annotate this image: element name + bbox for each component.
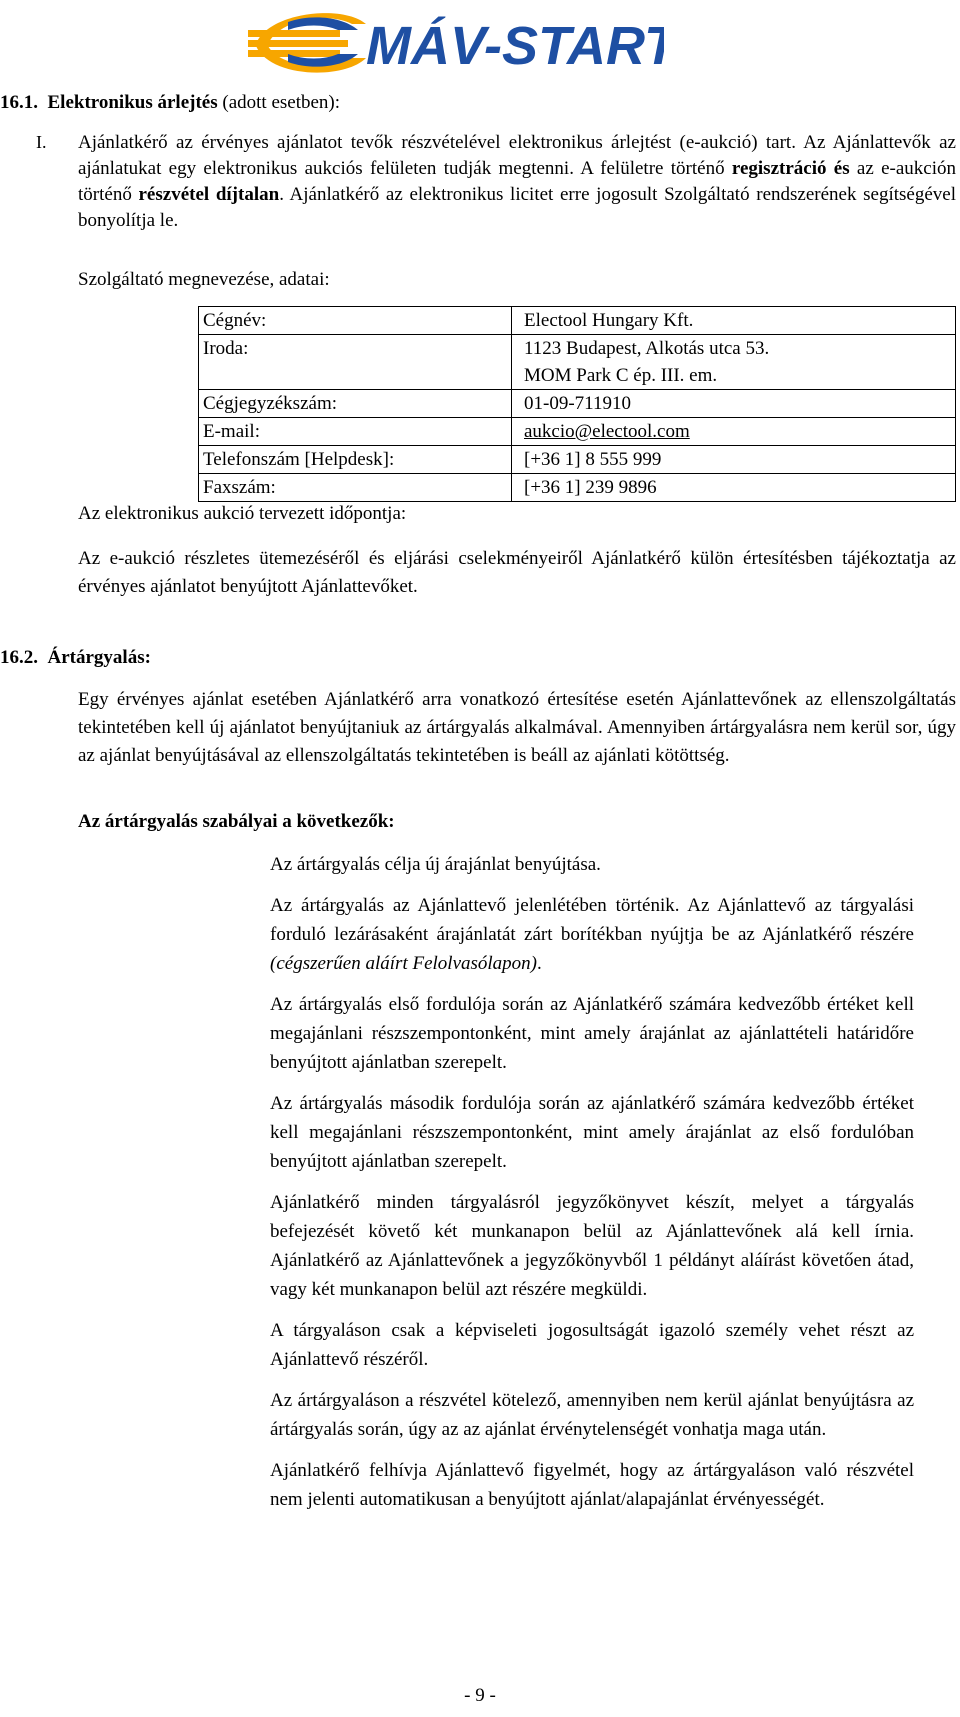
auction-date-label: Az elektronikus aukció tervezett időpontja: [78,503,407,524]
item-i-marker: I. [36,132,47,152]
section-16-2-title: Ártárgyalás: [47,647,151,668]
table-cell-value: 1123 Budapest, Alkotás utca 53. MOM Park C ép. III. em. [512,335,956,390]
rules-list [270,850,914,1526]
table-cell-label: Cégjegyzékszám: [199,390,512,418]
table-cell-value: Electool Hungary Kft. [512,307,956,335]
table-cell-value: [+36 1] 239 9896 [512,474,956,502]
section-16-2-number: 16.2. [0,647,38,668]
table-row [199,335,956,390]
table-cell-value [512,418,956,446]
table-row [199,446,956,474]
auction-schedule-paragraph: Az e-aukció részletes ütemezéséről és eljárási cselekményeiről Ajánlatkérő külön értesítésben tájékoztatja az érvényes ajánlatot benyújtott Ajánlattevőket. [78,548,956,597]
table-cell-label: Iroda: [199,335,512,390]
logo-graphic [248,4,664,78]
list-item: Ajánlatkérő felhívja Ajánlattevő figyelmét, hogy az ártárgyaláson való részvétel nem jelenti automatikusan a benyújtott ajánlat/alapajánlat érvényességét. [270,1460,914,1510]
section-16-2-heading [0,646,151,670]
provider-intro: Szolgáltató megnevezése, adatai: [78,269,330,290]
list-item: Az ártárgyalás első fordulója során az Ajánlatkérő számára kedvezőbb értéket kell megajánlani részszempontonként, mint amely árajánlat az ajánlattételi határidőre benyújtott ajánlatban szerepelt. [270,994,914,1073]
table-row [199,418,956,446]
section-16-1-heading [0,91,340,115]
table-cell-label: Faxszám: [199,474,512,502]
logo-text: MÁV-START [366,16,664,76]
table-row [199,307,956,335]
list-item: Az ártárgyalás az Ajánlattevő jelenlétében történik. Az Ajánlattevő az tárgyalási forduló lezárásaként árajánlatát zárt borítékban nyújtja be az Ajánlatkérő részére (cégszerűen aláírt Felolvasólapon). [270,895,914,974]
table-row [199,474,956,502]
negotiation-intro-paragraph: Egy érvényes ajánlat esetében Ajánlatkérő arra vonatkozó értesítése esetén Ajánlattevőnek az ellenszolgáltatás tekintetében kell új ajánlatot benyújtaniuk az ártárgyalás alkalmával. Amennyiben ártárgyalásra nem kerül sor, úgy az ajánlat benyújtásával az ellenszolgáltatás tekintetében is beáll az ajánlati kötöttség. [78,689,956,766]
list-item: Az ártárgyalás második fordulója során az ajánlatkérő számára kedvezőbb értéket kell megajánlani részszempontonként, mint amely árajánlat az első fordulóban benyújtott ajánlatban szerepelt. [270,1093,914,1172]
table-cell-label: E-mail: [199,418,512,446]
list-item: Ajánlatkérő minden tárgyalásról jegyzőkönyvet készít, melyet a tárgyalás befejezését követő két munkanapon belül az Ajánlattevőnek alá kell írnia. Ajánlatkérő az Ajánlattevőnek a jegyzőkönyvből 1 példányt aláírást követően átad, vagy két munkanapon belül azt részére megküldi. [270,1192,914,1300]
list-item: A tárgyaláson csak a képviseleti jogosultságát igazoló személy vehet részt az Ajánlattevő részéről. [270,1320,914,1370]
rules-heading: Az ártárgyalás szabályai a következők: [78,811,395,832]
mav-start-logo [248,4,664,78]
section-16-1-title: Elektronikus árlejtés [47,92,218,113]
section-16-1-number: 16.1. [0,92,38,113]
table-cell-value: [+36 1] 8 555 999 [512,446,956,474]
provider-table [198,306,956,502]
table-cell-label: Cégnév: [199,307,512,335]
email-link[interactable]: aukcio@electool.com [524,421,690,442]
page-number: - 9 - [464,1685,496,1706]
table-row [199,390,956,418]
table-cell-value: 01-09-711910 [512,390,956,418]
list-item: Az ártárgyaláson a részvétel kötelező, amennyiben nem kerül ajánlat benyújtásra az ártárgyalás során, úgy az az ajánlat érvénytelenségét vonhatja maga után. [270,1390,914,1440]
section-16-1-note: (adott esetben): [222,92,341,113]
item-i-paragraph: Ajánlatkérő az érvényes ajánlatot tevők részvételével elektronikus árlejtést (e-aukció) tart. Az Ajánlattevők az ajánlatukat egy elektronikus aukciós felületen tudják megtenni. A felületre történő regisztráció és az e-aukción történő részvétel díjtalan. Ajánlatkérő az elektronikus licitet erre jogosult Szolgáltató rendszerének segítségével bonyolítja le. [78,132,956,231]
list-item: Az ártárgyalás célja új árajánlat benyújtása. [270,854,601,875]
table-cell-label: Telefonszám [Helpdesk]: [199,446,512,474]
